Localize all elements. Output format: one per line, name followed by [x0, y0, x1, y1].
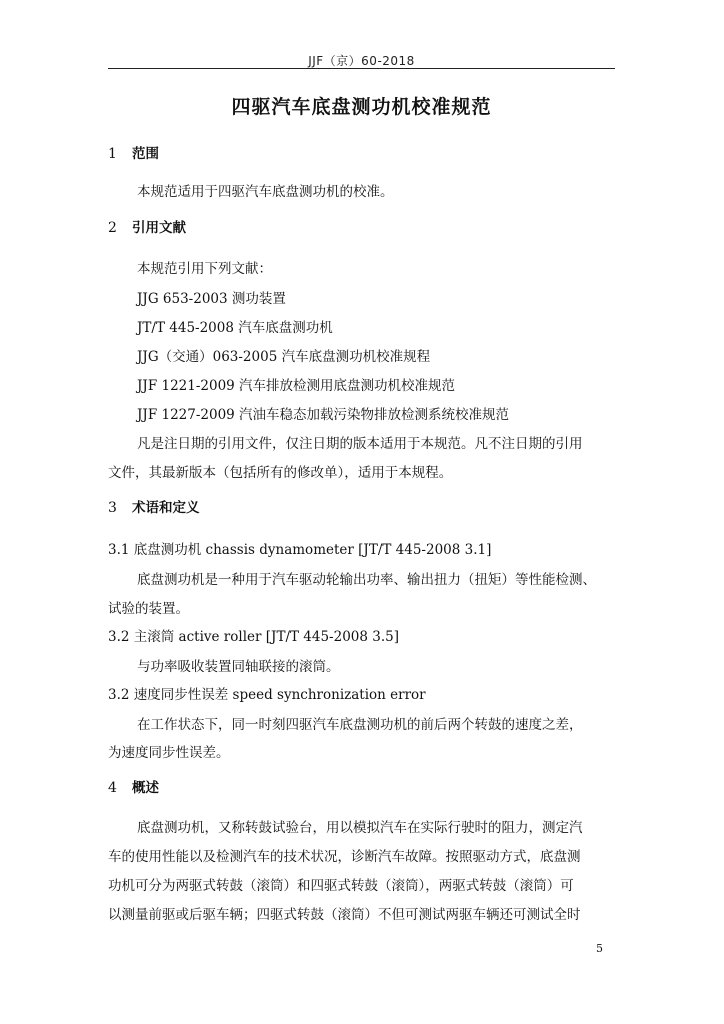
- page-title: 四驱汽车底盘测功机校准规范: [231, 96, 492, 118]
- section-4-heading: [108, 776, 159, 796]
- references-note-line: 文件，其最新版本（包括所有的修改单），适用于本规程。: [108, 465, 453, 481]
- term-definition-line: 底盘测功机是一种用于汽车驱动轮输出功率、输出扭力（扭矩）等性能检测、: [137, 572, 596, 588]
- section-number: 3: [108, 500, 117, 516]
- section-1-heading: [108, 142, 159, 162]
- reference-item: JJG（交通）063-2005 汽车底盘测功机校准规程: [137, 349, 431, 365]
- section-title: 引用文献: [132, 220, 186, 236]
- overview-line: 车的使用性能以及检测汽车的技术状况，诊断汽车故障。按照驱动方式，底盘测: [108, 849, 581, 865]
- references-intro: 本规范引用下列文献：: [137, 261, 272, 277]
- overview-line: 以测量前驱或后驱车辆；四驱式转鼓（滚筒）不但可测试两驱车辆还可测试全时: [108, 907, 581, 923]
- section-3-heading: [108, 496, 200, 516]
- term-definition-line: 为速度同步性误差。: [108, 745, 230, 761]
- section-number: 4: [108, 780, 117, 796]
- overview-line: 底盘测功机，又称转鼓试验台，用以模拟汽车在实际行驶时的阻力，测定汽: [137, 820, 583, 836]
- term-label: 3.2 速度同步性误差 speed synchronization error: [108, 687, 426, 703]
- reference-item: JJF 1227-2009 汽油车稳态加载污染物排放检测系统校准规范: [137, 407, 510, 423]
- references-note-line: 凡是注日期的引用文件，仅注日期的版本适用于本规范。凡不注日期的引用: [137, 436, 583, 452]
- reference-item: JJG 653-2003 测功装置: [137, 291, 286, 307]
- term-definition-line: 在工作状态下，同一时刻四驱汽车底盘测功机的前后两个转鼓的速度之差，: [137, 717, 583, 733]
- overview-line: 功机可分为两驱式转鼓（滚筒）和四驱式转鼓（滚筒），两驱式转鼓（滚筒）可: [108, 878, 574, 894]
- header-rule: [108, 68, 615, 69]
- document-code-header: JJF（京）60-2018: [308, 54, 415, 68]
- term-definition-line: 与功率吸收装置同轴联接的滚筒。: [137, 659, 340, 675]
- section-number: 2: [108, 220, 117, 236]
- term-label: 3.2 主滚筒 active roller [JT/T 445-2008 3.5]: [108, 629, 400, 645]
- reference-item: JJF 1221-2009 汽车排放检测用底盘测功机校准规范: [137, 378, 456, 394]
- section-title: 范围: [132, 146, 159, 162]
- section-title: 概述: [132, 780, 159, 796]
- reference-item: JT/T 445-2008 汽车底盘测功机: [137, 320, 333, 336]
- scope-paragraph: 本规范适用于四驱汽车底盘测功机的校准。: [137, 184, 394, 200]
- section-number: 1: [108, 146, 117, 162]
- section-2-heading: [108, 216, 186, 236]
- term-label: 3.1 底盘测功机 chassis dynamometer [JT/T 445-2008 3.1]: [108, 542, 492, 558]
- section-title: 术语和定义: [132, 500, 200, 516]
- term-definition-line: 试验的装置。: [108, 601, 189, 617]
- page-number: 5: [596, 942, 603, 955]
